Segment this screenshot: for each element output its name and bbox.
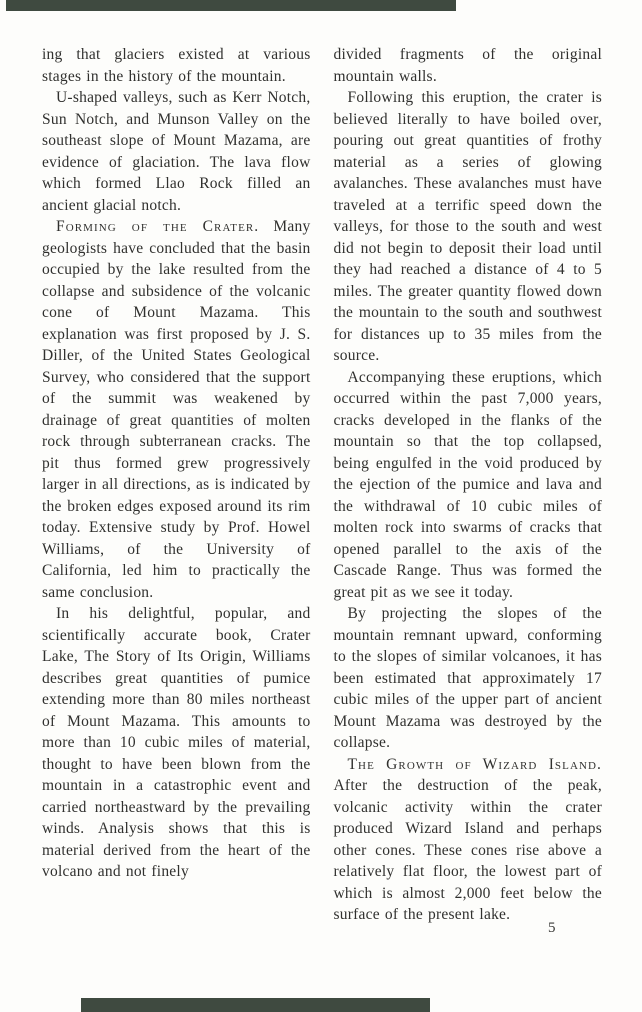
paragraph-text: In his delightful, popular, and scientifically accurate book, Crater Lake, The Story of Its Origin, Williams describes great quantities of pumice extending more than 80 miles northeast of Mount Mazama. This amounts to more than 10 cubic miles of material, thought to have been blown from the mountain in a catastrophic event and carried northeastward by the prevailing winds. Analysis shows that this is material derived from the heart of the volcano and not finely xyxy=(42,605,311,880)
paragraph-text: U-shaped valleys, such as Kerr Notch, Sun Notch, and Munson Valley on the southeast slope of Mount Mazama, are evidence of glaciation. The lava flow which formed Llao Rock filled an ancient glacial notch. xyxy=(42,89,311,214)
paragraph xyxy=(334,44,603,87)
page-body xyxy=(42,44,602,926)
paragraph xyxy=(334,603,603,754)
paragraph xyxy=(42,87,311,216)
paragraph xyxy=(42,44,311,87)
paragraph xyxy=(42,603,311,883)
paragraph-text: After the destruction of the peak, volcanic activity within the crater produced Wizard Island and perhaps other cones. These cones rise above a relatively flat floor, the lowest part of which is almost 2,000 feet below the surface of the present lake. xyxy=(333,777,602,923)
paragraph-text: divided fragments of the original mountain walls. xyxy=(333,46,602,85)
smallcaps-heading: Forming of the Crater. xyxy=(56,218,260,235)
paragraph xyxy=(42,216,311,603)
paragraph xyxy=(334,87,603,367)
scan-artifact-bottom-bar xyxy=(81,998,430,1012)
paragraph-text: Following this eruption, the crater is believed literally to have boiled over, pouring out great quantities of frothy material as a series of glowing avalanches. These avalanches must have traveled at a terrific speed down the valleys, for those to the south and west did not begin to deposit their load until they had reached a distance of 4 to 5 miles. The greater quantity flowed down the mountain to the south and southwest for distances up to 35 miles from the source. xyxy=(333,89,602,364)
smallcaps-heading: The Growth of Wizard Island. xyxy=(347,755,602,773)
column-left xyxy=(42,44,311,926)
column-right xyxy=(334,44,603,926)
scan-artifact-top-bar xyxy=(6,0,456,11)
paragraph-text: Many geologists have concluded that the basin occupied by the lake resulted from the collapse and subsidence of the volcanic cone of Mount Mazama. This explanation was first proposed by J. S. Diller, of the United States Geological Survey, who considered that the support of the summit was weakened by drainage of great quantities of molten rock through subterranean cracks. The pit thus formed grew progressively larger in all directions, as is indicated by the broken edges exposed around its rim today. Extensive study by Prof. Howel Williams, of the University of California, led him to practically the same conclusion. xyxy=(42,218,311,601)
paragraph-text: Accompanying these eruptions, which occurred within the past 7,000 years, cracks developed in the flanks of the mountain so that the top collapsed, being engulfed in the void produced by the ejection of the pumice and lava and the withdrawal of 10 cubic miles of molten rock into swarms of cracks that opened parallel to the axis of the Cascade Range. Thus was formed the great pit as we see it today. xyxy=(333,368,602,601)
paragraph-text: By projecting the slopes of the mountain remnant upward, conforming to the slopes of similar volcanoes, it has been estimated that approximately 17 cubic miles of the upper part of ancient Mount Mazama was destroyed by the collapse. xyxy=(333,605,602,751)
paragraph-text: ing that glaciers existed at various stages in the history of the mountain. xyxy=(42,46,311,85)
page-number: 5 xyxy=(548,920,556,936)
paragraph xyxy=(334,367,603,604)
paragraph xyxy=(334,754,603,926)
